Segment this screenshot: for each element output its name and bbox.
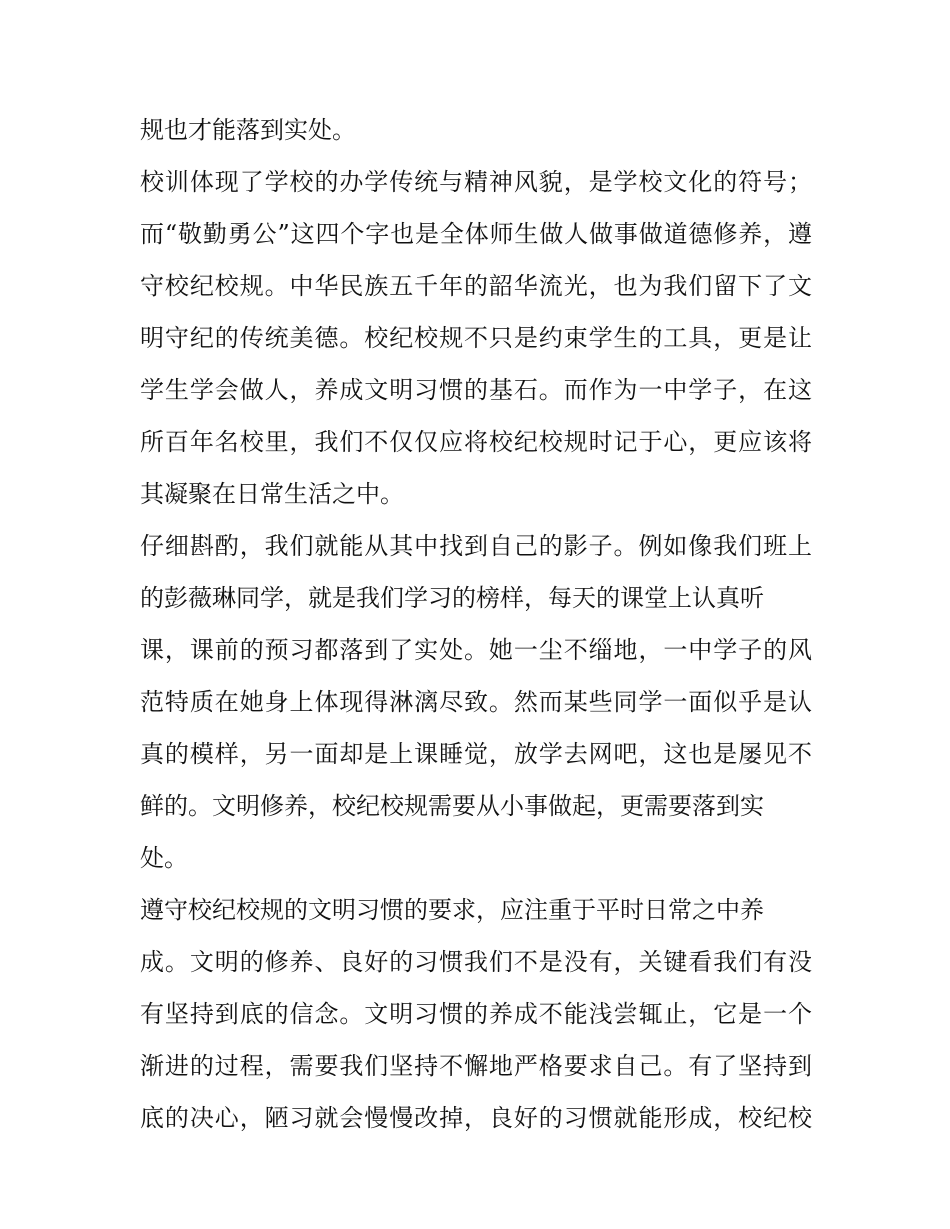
text-line: 仔细斟酌，我们就能从其中找到自己的影子。例如像我们班上 — [140, 532, 812, 560]
text-line: 课，课前的预习都落到了实处。她一尘不缁地，一中学子的风 — [140, 636, 812, 664]
text-line: 鲜的。文明修养，校纪校规需要从小事做起，更需要落到实 — [140, 792, 764, 820]
text-line: 守校纪校规。中华民族五千年的韶华流光，也为我们留下了文 — [140, 272, 812, 300]
text-line: 的彭薇琳同学，就是我们学习的榜样，每天的课堂上认真听 — [140, 584, 764, 612]
text-line: 有坚持到底的信念。文明习惯的养成不能浅尝辄止，它是一个 — [140, 1000, 812, 1028]
text-line: 成。文明的修养、良好的习惯我们不是没有，关键看我们有没 — [140, 948, 812, 976]
text-line: 遵守校纪校规的文明习惯的要求，应注重于平时日常之中养 — [140, 896, 764, 924]
text-line: 真的模样，另一面却是上课睡觉，放学去网吧，这也是屡见不 — [140, 740, 812, 768]
text-line: 处。 — [140, 844, 188, 872]
text-line: 其凝聚在日常生活之中。 — [140, 480, 404, 508]
text-line: 底的决心，陋习就会慢慢改掉，良好的习惯就能形成，校纪校 — [140, 1104, 812, 1132]
text-line: 规也才能落到实处。 — [140, 116, 356, 144]
text-line: 范特质在她身上体现得淋漓尽致。然而某些同学一面似乎是认 — [140, 688, 812, 716]
text-line: 渐进的过程，需要我们坚持不懈地严格要求自己。有了坚持到 — [140, 1052, 812, 1080]
text-line: 所百年名校里，我们不仅仅应将校纪校规时记于心，更应该将 — [140, 428, 812, 456]
text-line: 明守纪的传统美德。校纪校规不只是约束学生的工具，更是让 — [140, 324, 812, 352]
text-line: 而“敬勤勇公”这四个字也是全体师生做人做事做道德修养，遵 — [140, 220, 812, 248]
text-line: 校训体现了学校的办学传统与精神风貌，是学校文化的符号； — [140, 168, 812, 196]
text-line: 学生学会做人，养成文明习惯的基石。而作为一中学子，在这 — [140, 376, 812, 404]
document-body — [140, 104, 812, 1144]
